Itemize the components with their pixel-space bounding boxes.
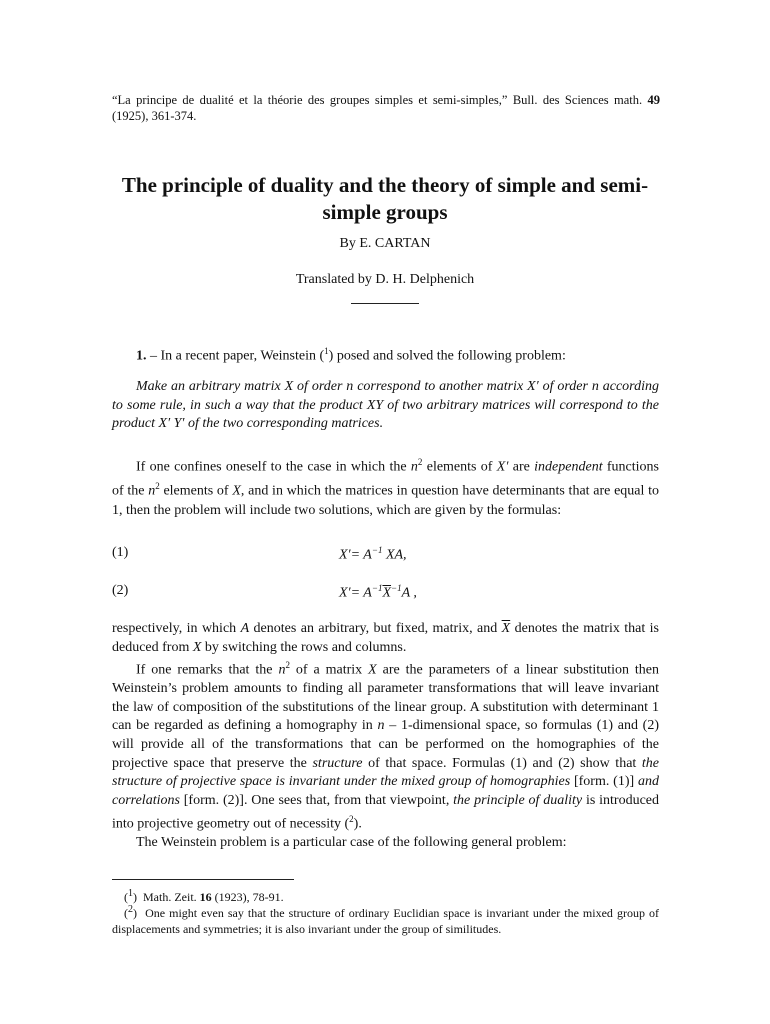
citation-volume: 49 [647,93,660,107]
title-line-1: The principle of duality and the theory of simple and semi- [121,173,649,197]
title-line-2: simple groups [322,200,448,224]
paragraph-respectively: respectively, in which A denotes an arbitrary, but fixed, matrix, and $\overline{X}$ denotes the matrix that is deduced from X by switching the rows and columns. [112,621,659,655]
footnote-divider [112,879,294,880]
title-divider [351,303,419,304]
citation [112,92,660,124]
equation-body: $X'= A^{-1}$ XA, [339,545,407,563]
section-1-intro: 1. – In a recent paper, Weinstein ($^1$) posed and solved the following problem: [136,346,566,364]
section-number: 1. [136,348,147,364]
footnote-1: ($^1$) Math. Zeit. 16 (1923), 78-91. [124,888,284,904]
paragraph-confine: If one confines oneself to the case in which the $n^2$ elements of X′ are independent functions of the $n^2$ elements of X, and in which the matrices in question have determinants that are equal to 1, then the problem will include two solutions, which are given by the formulas: [112,457,660,518]
paragraph-remarks: If one remarks that the $n^2$ of a matrix X are the parameters of a linear substitution then Weinstein’s problem amounts to finding all parameter transformations that will leave invariant the law of composition of the substitutions of the linear group. A substitution with determinant 1 can be regarded as defining a homography in n – 1-dimensional space, so formulas (1) and (2) will provide all of the transformations that can be performed on the homographies of the projective space that preserve the structure of that space. Formulas (1) and (2) show that the structure of projective space is invariant under the mixed group of homographies [form. (1)] and correlations [form. (2)]. One sees that, from that viewpoint, the principle of duality is introduced into projective geometry out of necessity ($^2$). [112,660,660,833]
equation-2 [112,583,659,603]
footnote-mark: 1 [128,888,133,899]
equation-body: $X'= A^{-1}\overline{X}^{-1}A$ , [339,583,417,601]
citation-text: “La principe de dualité et la théorie des groupes simples et semi-simples,” Bull. des Sciences math. [112,93,643,107]
paragraph-general-problem: The Weinstein problem is a particular case of the following general problem: [136,835,567,850]
equation-number: (1) [112,545,129,560]
x-bar: $\overline{X}$ [501,621,511,636]
translator: Translated by D. H. Delphenich [295,272,475,287]
equation-1 [112,545,659,565]
paper-title [110,172,660,226]
x-bar: $\overline{X}$ [382,585,392,601]
footnote-ref-1: 1 [324,346,329,356]
footnote-mark: 2 [128,904,133,915]
equation-number: (2) [112,583,129,598]
footnote-ref-2: 2 [349,814,354,825]
author: By E. CARTAN [339,236,431,251]
problem-statement: Make an arbitrary matrix X of order n correspond to another matrix X′ of order n according to some rule, in such a way that the product XY of two arbitrary matrices will correspond to the product X′ Y′ of the two corresponding matrices. [112,379,659,432]
citation-year-pages: (1925), 361-374. [112,109,197,123]
footnote-2: ($^2$) One might even say that the structure of ordinary Euclidian space is invariant under the mixed group of displacements and symmetries; it is also invariant under the group of similitudes. [112,904,660,936]
